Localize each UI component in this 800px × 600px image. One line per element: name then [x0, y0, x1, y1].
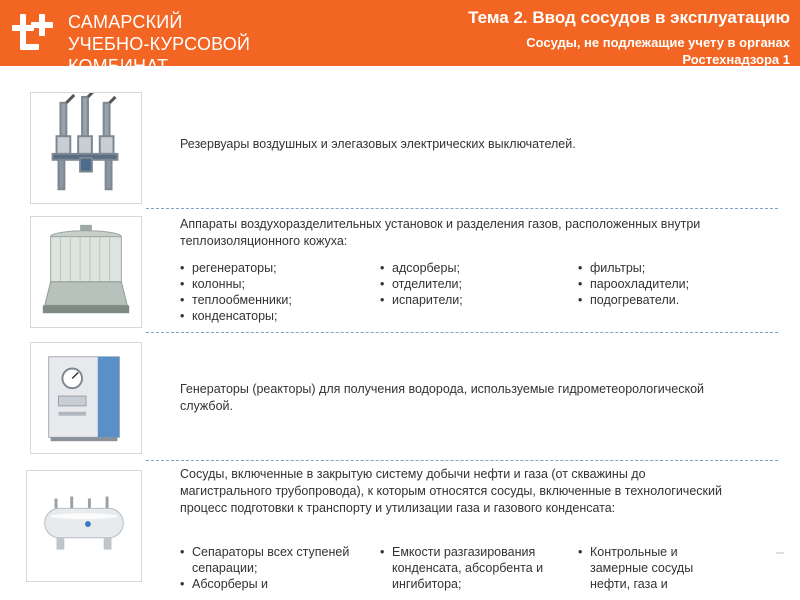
list-item: • адсорберы;	[380, 260, 560, 276]
section-2-text: Аппараты воздухоразделительных установок и разделения газов, расположенных внутри теплоизоляционного кожуха:	[180, 217, 701, 248]
hydrogen-generator-icon	[31, 343, 141, 453]
list-item: • подогреватели.	[578, 292, 768, 308]
list-item: • испарители;	[380, 292, 560, 308]
header-bar	[0, 0, 800, 76]
circuit-breaker-photo	[30, 92, 142, 204]
section-3-text: Генераторы (реакторы) для получения водорода, используемые гидрометеорологической службой.	[180, 382, 705, 413]
list-item: • Абсорберы и	[180, 576, 350, 592]
cooling-tower-photo	[30, 216, 142, 328]
page-title: Тема 2. Ввод сосудов в эксплуатацию	[468, 8, 790, 27]
list-item: • теплообменники;	[180, 292, 360, 308]
list-item: • колонны;	[180, 276, 360, 292]
logo-mark-icon	[10, 12, 60, 54]
section-divider	[146, 460, 778, 461]
section-2-list-2	[380, 260, 560, 308]
decorative-dash	[776, 552, 784, 554]
circuit-breaker-icon	[31, 93, 141, 203]
cooling-tower-icon	[31, 217, 141, 327]
list-item: • отделители;	[380, 276, 560, 292]
logo-line-2: УЧЕБНО-КУРСОВОЙ КОМБИНАТ	[68, 34, 251, 76]
section-4-list-2	[380, 544, 570, 592]
section-4-list-3	[578, 544, 728, 592]
company-logo	[10, 8, 330, 76]
pressure-vessel-photo	[26, 470, 142, 582]
logo-line-1: САМАРСКИЙ	[68, 12, 183, 32]
list-item: • регенераторы;	[180, 260, 360, 276]
hydrogen-generator-photo	[30, 342, 142, 454]
page-subtitle: Сосуды, не подлежащие учету в органах Ростехнадзора 1	[526, 35, 790, 67]
list-item: • пароохладители;	[578, 276, 768, 292]
section-4-text: Сосуды, включенные в закрытую систему добычи нефти и газа (от скважины до магистрального трубопровода), к которым относятся сосуды, включенные в технологический процесс подготовки к транспорту и утилизации газа и газового конденсата:	[180, 467, 722, 515]
section-1-text: Резервуары воздушных и элегазовых электрических выключателей.	[180, 137, 576, 151]
section-2-list-3	[578, 260, 768, 308]
section-divider	[146, 332, 778, 333]
pressure-vessel-icon	[27, 471, 141, 581]
section-2-list-1	[180, 260, 360, 324]
list-item: • Сепараторы всех ступеней сепарации;	[180, 544, 350, 576]
section-divider	[146, 208, 778, 209]
list-item: • Емкости разгазирования конденсата, абсорбента и ингибитора;	[380, 544, 570, 592]
list-item: • фильтры;	[578, 260, 768, 276]
list-item: • конденсаторы;	[180, 308, 360, 324]
section-4-list-1	[180, 544, 350, 592]
list-item: • Контрольные и замерные сосуды нефти, газа и	[578, 544, 728, 592]
